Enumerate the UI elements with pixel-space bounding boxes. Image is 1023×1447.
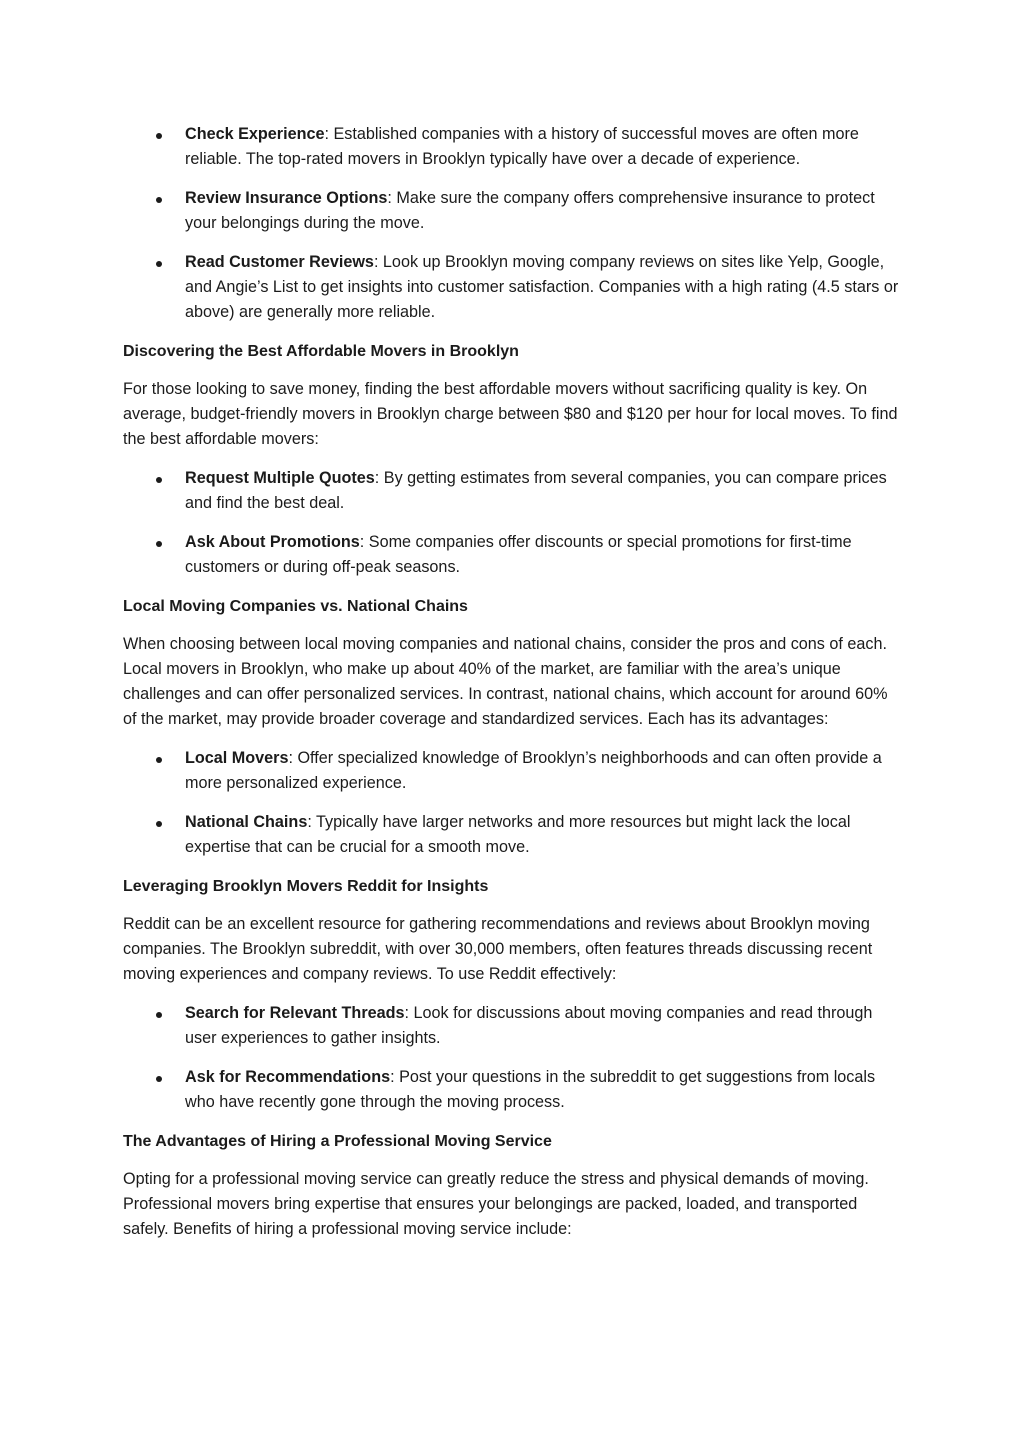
list-item bbox=[123, 1065, 903, 1115]
list-item-term: Search for Relevant Threads bbox=[185, 1004, 405, 1022]
bullet-icon bbox=[156, 133, 162, 139]
list-item-text: : Post your questions in the subreddit to get suggestions from locals who have recently gone through the moving process. bbox=[185, 1068, 876, 1111]
list-item-term: Check Experience bbox=[185, 125, 325, 143]
section-list bbox=[123, 746, 903, 860]
bullet-icon bbox=[156, 477, 162, 483]
section-paragraph: For those looking to save money, finding the best affordable movers without sacrificing quality is key. On average, budget-friendly movers in Brooklyn charge between $80 and $120 per hour for local moves. To find the best affordable movers: bbox=[123, 380, 898, 448]
section-heading: Leveraging Brooklyn Movers Reddit for Insights bbox=[123, 878, 489, 895]
list-item-text: : Look up Brooklyn moving company reviews on sites like Yelp, Google, and Angie’s List to get insights into customer satisfaction. Companies with a high rating (4.5 stars or above) are generally more reliable. bbox=[185, 253, 899, 321]
section-paragraph: Opting for a professional moving service can greatly reduce the stress and physical demands of moving. Professional movers bring expertise that ensures your belongings are packed, loaded, and transported safely. Benefits of hiring a professional moving service include: bbox=[123, 1170, 869, 1238]
section-paragraph: Reddit can be an excellent resource for gathering recommendations and reviews about Brooklyn moving companies. The Brooklyn subreddit, with over 30,000 members, often features threads discussing recent moving experiences and company reviews. To use Reddit effectively: bbox=[123, 915, 873, 983]
list-item bbox=[123, 122, 903, 172]
list-item bbox=[123, 746, 903, 796]
list-item-term: Ask for Recommendations bbox=[185, 1068, 391, 1086]
list-item-text: : Look for discussions about moving companies and read through user experiences to gather insights. bbox=[185, 1004, 873, 1047]
section-list bbox=[123, 466, 903, 580]
list-item bbox=[123, 810, 903, 860]
section-heading: Local Moving Companies vs. National Chains bbox=[123, 598, 468, 615]
section-list bbox=[123, 1001, 903, 1115]
section-heading: The Advantages of Hiring a Professional Moving Service bbox=[123, 1133, 552, 1150]
local-vs-national-section bbox=[123, 594, 903, 860]
list-item bbox=[123, 1001, 903, 1051]
document-page bbox=[123, 122, 903, 1256]
list-item-term: Ask About Promotions bbox=[185, 533, 360, 551]
bullet-icon bbox=[156, 541, 162, 547]
section-paragraph: When choosing between local moving companies and national chains, consider the pros and cons of each. Local movers in Brooklyn, who make up about 40% of the market, are familiar with the area’s unique challenges and can offer personalized services. In contrast, national chains, which account for around 60% of the market, may provide broader coverage and standardized services. Each has its advantages: bbox=[123, 635, 888, 728]
list-item bbox=[123, 186, 903, 236]
section-heading: Discovering the Best Affordable Movers in Brooklyn bbox=[123, 343, 519, 360]
list-item bbox=[123, 250, 903, 325]
list-item-term: Local Movers bbox=[185, 749, 289, 767]
list-item-text: : Typically have larger networks and more resources but might lack the local expertise that can be crucial for a smooth move. bbox=[185, 813, 851, 856]
bullet-icon bbox=[156, 1012, 162, 1018]
bullet-icon bbox=[156, 261, 162, 267]
bullet-icon bbox=[156, 821, 162, 827]
list-item-text: : Make sure the company offers comprehensive insurance to protect your belongings during the move. bbox=[185, 189, 875, 232]
reddit-insights-section bbox=[123, 874, 903, 1115]
list-item-term: Request Multiple Quotes bbox=[185, 469, 375, 487]
list-item-term: Review Insurance Options bbox=[185, 189, 388, 207]
criteria-list bbox=[123, 122, 903, 325]
list-item-term: Read Customer Reviews bbox=[185, 253, 374, 271]
list-item-term: National Chains bbox=[185, 813, 308, 831]
list-item-text: : Established companies with a history of successful moves are often more reliable. The top-rated movers in Brooklyn typically have over a decade of experience. bbox=[185, 125, 859, 168]
bullet-icon bbox=[156, 1076, 162, 1082]
affordable-movers-section bbox=[123, 339, 903, 580]
professional-service-section bbox=[123, 1129, 903, 1242]
list-item bbox=[123, 466, 903, 516]
list-item-text: : Offer specialized knowledge of Brooklyn’s neighborhoods and can often provide a more personalized experience. bbox=[185, 749, 882, 792]
list-item-text: : By getting estimates from several companies, you can compare prices and find the best deal. bbox=[185, 469, 887, 512]
list-item-text: : Some companies offer discounts or special promotions for first-time customers or during off-peak seasons. bbox=[185, 533, 852, 576]
list-item bbox=[123, 530, 903, 580]
bullet-icon bbox=[156, 197, 162, 203]
bullet-icon bbox=[156, 757, 162, 763]
